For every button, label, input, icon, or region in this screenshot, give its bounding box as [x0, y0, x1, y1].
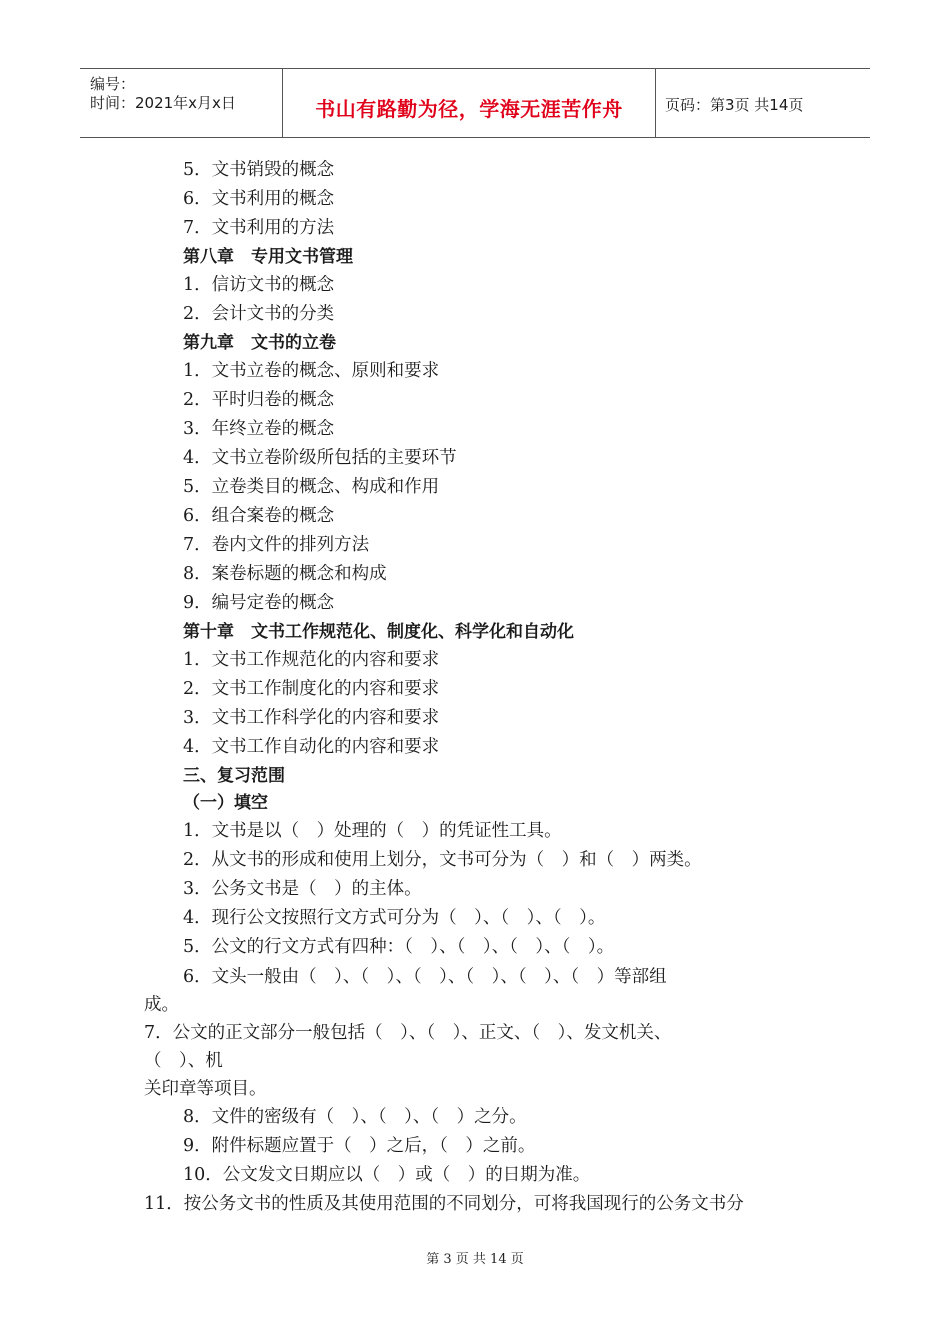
header-time-label: 时间：2021年x月x日 [90, 94, 236, 112]
page-header [80, 68, 870, 138]
list-item: 4．文书工作自动化的内容和要求 [183, 737, 440, 757]
list-item: 6．文头一般由（ ）、（ ）、（ ）、（ ）、（ ）、（ ）等部组 [183, 967, 667, 987]
list-item: 10．公文发文日期应以（ ）或（ ）的日期为准。 [183, 1165, 591, 1185]
list-item: 5．立卷类目的概念、构成和作用 [183, 477, 440, 497]
list-item: 7．公文的正文部分一般包括（ ）、（ ）、正文、（ ）、发文机关、 [144, 1023, 672, 1043]
section-heading: （一）填空 [183, 793, 268, 813]
list-item: 2．平时归卷的概念 [183, 390, 335, 410]
list-item: 1．文书立卷的概念、原则和要求 [183, 361, 440, 381]
header-number-label: 编号： [90, 75, 136, 93]
section-heading: 三、复习范围 [183, 766, 285, 786]
list-item: 6．文书利用的概念 [183, 189, 335, 209]
list-item: 7．文书利用的方法 [183, 218, 335, 238]
list-item: 1．文书是以（ ）处理的（ ）的凭证性工具。 [183, 821, 562, 841]
list-item: 6．组合案卷的概念 [183, 506, 335, 526]
list-item: 9．附件标题应置于（ ）之后，（ ）之前。 [183, 1136, 536, 1156]
list-item: 7．卷内文件的排列方法 [183, 535, 370, 555]
list-item: 1．信访文书的概念 [183, 275, 335, 295]
list-item: 2．会计文书的分类 [183, 304, 335, 324]
section-heading: 第八章 专用文书管理 [183, 247, 353, 267]
list-item: 3．文书工作科学化的内容和要求 [183, 708, 440, 728]
list-item: 11．按公务文书的性质及其使用范围的不同划分，可将我国现行的公务文书分 [144, 1194, 744, 1214]
section-heading: 第十章 文书工作规范化、制度化、科学化和自动化 [183, 622, 574, 642]
list-item: 关印章等项目。 [144, 1079, 267, 1099]
list-item: 3．年终立卷的概念 [183, 419, 335, 439]
list-item: （ ）、机 [144, 1051, 223, 1071]
header-meta-cell [80, 69, 283, 137]
list-item: 1．文书工作规范化的内容和要求 [183, 650, 440, 670]
list-item: 8．案卷标题的概念和构成 [183, 564, 387, 584]
list-item: 9．编号定卷的概念 [183, 593, 335, 613]
list-item: 8．文件的密级有（ ）、（ ）、（ ）之分。 [183, 1107, 527, 1127]
header-motto: 书山有路勤为径，学海无涯苦作舟 [315, 97, 623, 121]
list-item: 5．文书销毁的概念 [183, 160, 335, 180]
list-item: 4．文书立卷阶级所包括的主要环节 [183, 448, 457, 468]
list-item: 成。 [144, 995, 179, 1015]
header-page-cell [656, 69, 870, 137]
header-motto-cell [283, 69, 656, 137]
list-item: 3．公务文书是（ ）的主体。 [183, 879, 422, 899]
list-item: 5．公文的行文方式有四种：（ ）、（ ）、（ ）、（ ）。 [183, 937, 615, 957]
list-item: 4．现行公文按照行文方式可分为（ ）、（ ）、（ ）。 [183, 908, 606, 928]
page-footer: 第 3 页 共 14 页 [426, 1252, 524, 1267]
list-item: 2．从文书的形成和使用上划分，文书可分为（ ）和（ ）两类。 [183, 850, 702, 870]
list-item: 2．文书工作制度化的内容和要求 [183, 679, 440, 699]
header-page-info: 页码：第3页 共14页 [665, 96, 804, 114]
section-heading: 第九章 文书的立卷 [183, 333, 336, 353]
